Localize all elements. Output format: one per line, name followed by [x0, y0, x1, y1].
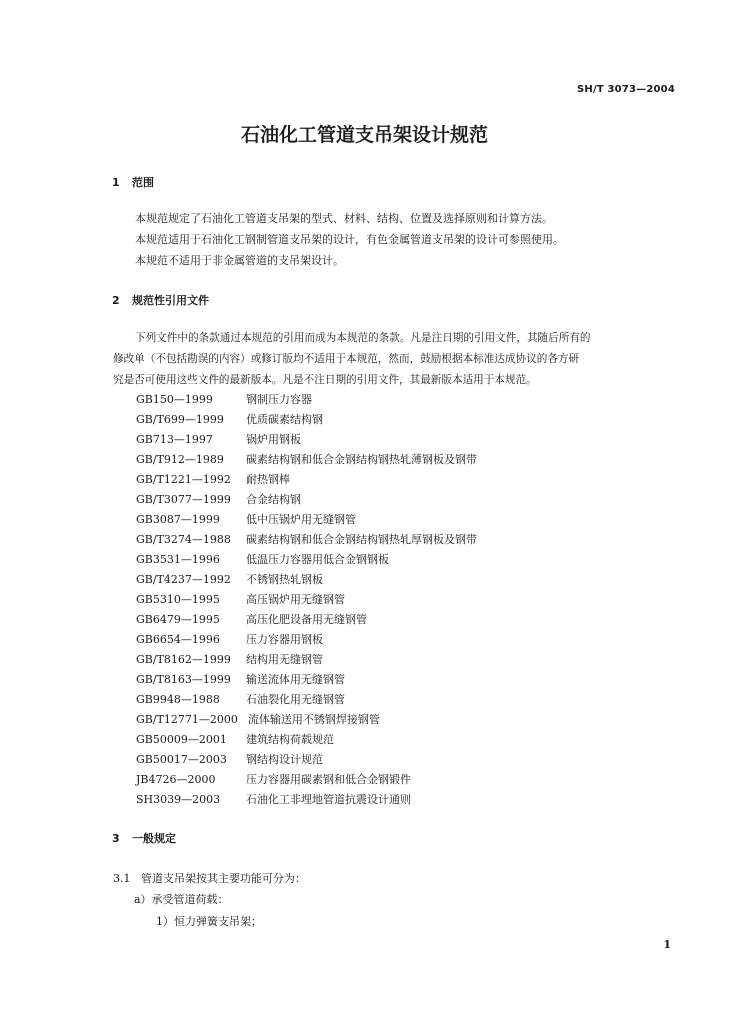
reference-item	[136, 670, 477, 690]
reference-item	[136, 390, 477, 410]
page-number: 1	[663, 938, 671, 951]
reference-title: 碳素结构钢和低合金钢结构钢热轧厚钢板及钢带	[246, 533, 477, 546]
reference-item	[136, 750, 477, 770]
reference-code: GB/T699—1999	[136, 413, 224, 426]
reference-item	[136, 630, 477, 650]
reference-item	[136, 570, 477, 590]
reference-code: GB3531—1996	[136, 553, 220, 566]
reference-title: 压力容器用碳素钢和低合金钢锻件	[246, 773, 411, 786]
reference-item	[136, 470, 477, 490]
reference-title: 建筑结构荷载规范	[246, 733, 334, 746]
reference-item	[136, 730, 477, 750]
section-1-body	[113, 208, 683, 271]
reference-title: 不锈钢热轧钢板	[246, 573, 323, 586]
reference-item	[136, 650, 477, 670]
reference-title: 钢结构设计规范	[246, 753, 323, 766]
reference-item	[136, 530, 477, 550]
reference-item	[136, 790, 477, 810]
paragraph-line: 修改单（不包括勘误的内容）或修订版均不适用于本规范，然而，鼓励根据本标准达成协议的各方研	[113, 353, 580, 365]
reference-code: SH3039—2003	[136, 793, 221, 806]
clause-item-1: 1）恒力弹簧支吊架；	[156, 915, 262, 928]
reference-item	[136, 590, 477, 610]
reference-code: GB150—1999	[136, 393, 213, 406]
clause-item-a: a）承受管道荷载：	[134, 893, 229, 906]
paragraph-line: 究是否可使用这些文件的最新版本。凡是不注日期的引用文件，其最新版本适用于本规范。	[113, 374, 537, 386]
clause-3-1	[113, 870, 306, 886]
reference-item	[136, 410, 477, 430]
reference-code: GB/T1221—1992	[136, 473, 231, 486]
reference-title: 结构用无缝钢管	[246, 653, 323, 666]
reference-title: 流体输送用不锈钢焊接钢管	[247, 713, 380, 726]
section-number: 1	[112, 176, 120, 189]
reference-title: 石油裂化用无缝钢管	[246, 693, 345, 706]
reference-code: GB/T8163—1999	[136, 673, 231, 686]
reference-code: GB/T12771—2000	[136, 713, 238, 726]
reference-title: 低中压锅炉用无缝钢管	[246, 513, 356, 526]
reference-code: GB713—1997	[136, 433, 213, 446]
clause-number: 3.1	[113, 872, 131, 885]
section-number: 2	[112, 294, 120, 307]
section-number: 3	[112, 832, 120, 845]
reference-code: GB3087—1999	[136, 513, 220, 526]
clause-text: 管道支吊架按其主要功能可分为：	[141, 872, 306, 885]
reference-title: 锅炉用钢板	[246, 433, 301, 446]
reference-title: 高压锅炉用无缝钢管	[246, 593, 345, 606]
reference-item	[136, 690, 477, 710]
standard-code: SH/T 3073—2004	[577, 84, 675, 95]
reference-title: 碳素结构钢和低合金钢结构钢热轧薄钢板及钢带	[246, 453, 477, 466]
reference-item	[136, 510, 477, 530]
reference-item	[136, 710, 477, 730]
reference-code: GB6654—1996	[136, 633, 220, 646]
reference-item	[136, 550, 477, 570]
reference-title: 耐热钢棒	[246, 473, 290, 486]
reference-title: 优质碳素结构钢	[246, 413, 323, 426]
reference-title: 输送流体用无缝钢管	[246, 673, 345, 686]
reference-item	[136, 770, 477, 790]
document-title: 石油化工管道支吊架设计规范	[240, 124, 488, 146]
section-title: 规范性引用文件	[132, 294, 209, 307]
reference-code: JB4726—2000	[136, 773, 216, 786]
reference-title: 压力容器用钢板	[246, 633, 323, 646]
reference-code: GB/T912—1989	[136, 453, 224, 466]
reference-code: GB/T8162—1999	[136, 653, 231, 666]
reference-list	[136, 390, 477, 810]
section-title: 范围	[132, 176, 154, 189]
reference-code: GB5310—1995	[136, 593, 220, 606]
section-2-intro	[113, 328, 683, 391]
reference-code: GB9948—1988	[136, 693, 220, 706]
section-title: 一般规定	[132, 832, 176, 845]
reference-item	[136, 430, 477, 450]
reference-code: GB50009—2001	[136, 733, 227, 746]
reference-code: GB/T3274—1988	[136, 533, 231, 546]
paragraph: 本规范规定了石油化工管道支吊架的型式、材料、结构、位置及选择原则和计算方法。	[135, 212, 553, 225]
reference-item	[136, 610, 477, 630]
section-2-heading	[112, 292, 209, 308]
reference-title: 合金结构钢	[246, 493, 301, 506]
reference-code: GB/T4237—1992	[136, 573, 231, 586]
paragraph: 本规范不适用于非金属管道的支吊架设计。	[135, 254, 344, 267]
reference-title: 高压化肥设备用无缝钢管	[246, 613, 367, 626]
reference-code: GB50017—2003	[136, 753, 227, 766]
paragraph: 本规范适用于石油化工钢制管道支吊架的设计，有色金属管道支吊架的设计可参照使用。	[135, 233, 564, 246]
reference-item	[136, 450, 477, 470]
reference-item	[136, 490, 477, 510]
reference-code: GB6479—1995	[136, 613, 220, 626]
reference-title: 钢制压力容器	[246, 393, 312, 406]
paragraph-line: 下列文件中的条款通过本规范的引用而成为本规范的条款。凡是注日期的引用文件，其随后所有的	[135, 332, 591, 344]
section-3-heading	[112, 830, 176, 846]
reference-code: GB/T3077—1999	[136, 493, 231, 506]
reference-title: 低温压力容器用低合金钢钢板	[246, 553, 389, 566]
reference-title: 石油化工非埋地管道抗震设计通则	[246, 793, 411, 806]
section-1-heading	[112, 174, 154, 190]
